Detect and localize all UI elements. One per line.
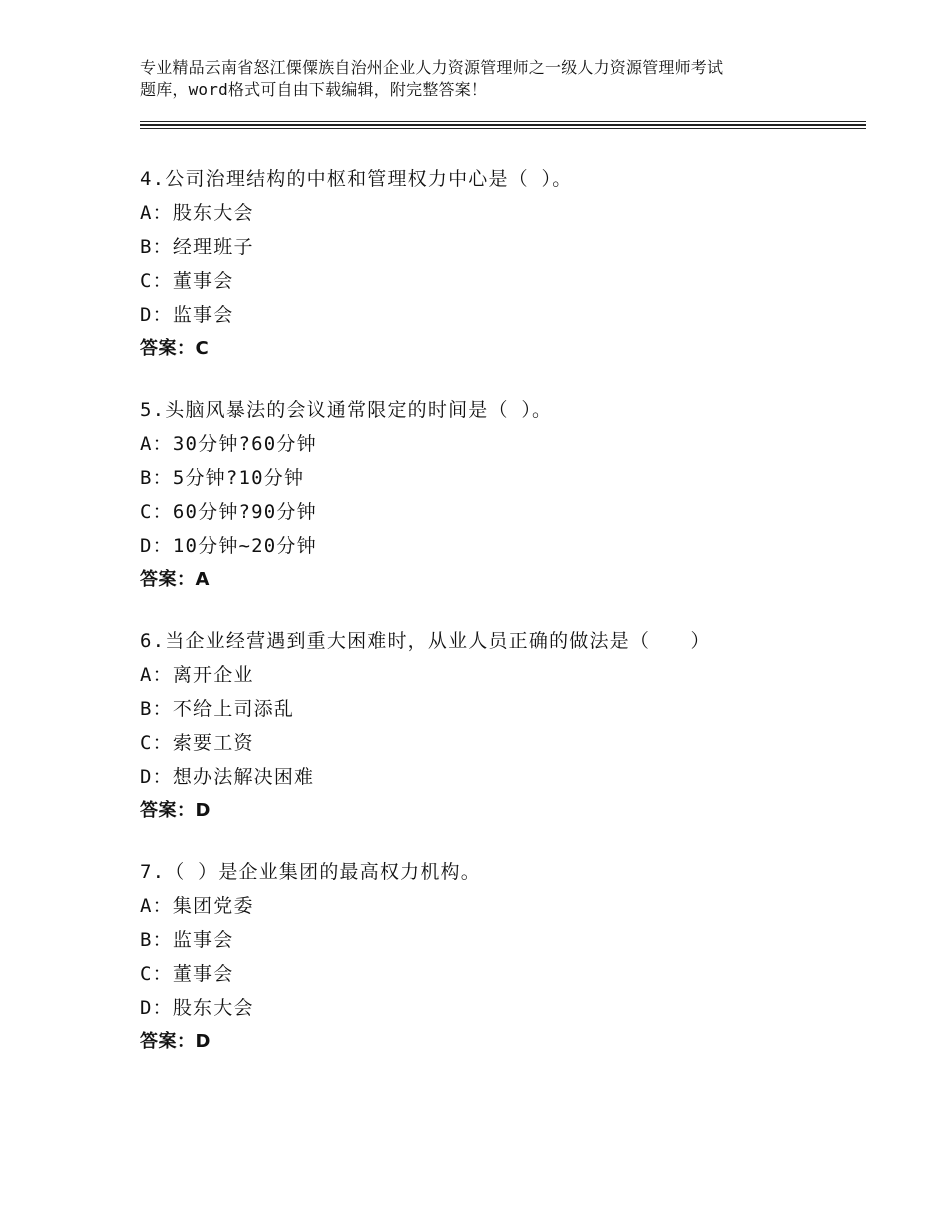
question-list	[140, 162, 860, 1086]
answer-line: 答案：C	[140, 338, 210, 359]
option-b: B：5分钟?10分钟	[140, 467, 305, 489]
answer-line: 答案：A	[140, 569, 210, 590]
question-stem: 6.当企业经营遇到重大困难时，从业人员正确的做法是（ ）	[140, 630, 711, 652]
option-d: D：想办法解决困难	[140, 766, 315, 788]
option-d: D：10分钟~20分钟	[140, 535, 317, 557]
option-b: B：经理班子	[140, 236, 254, 258]
option-b: B：不给上司添乱	[140, 698, 295, 720]
question-5	[140, 393, 860, 597]
header-divider-bottom	[140, 128, 866, 129]
option-d: D：股东大会	[140, 997, 254, 1019]
header-divider-top	[140, 121, 866, 122]
answer-line: 答案：D	[140, 800, 211, 821]
question-6	[140, 624, 860, 828]
question-stem: 7.（ ）是企业集团的最高权力机构。	[140, 861, 481, 883]
option-c: C：索要工资	[140, 732, 254, 754]
option-a: A：离开企业	[140, 664, 254, 686]
option-a: A：集团党委	[140, 895, 254, 917]
question-stem: 5.头脑风暴法的会议通常限定的时间是（ ）。	[140, 399, 553, 421]
option-a: A：股东大会	[140, 202, 254, 224]
option-b: B：监事会	[140, 929, 234, 951]
answer-line: 答案：D	[140, 1031, 211, 1052]
header-line-1: 专业精品云南省怒江傈僳族自治州企业人力资源管理师之一级人力资源管理师考试	[140, 58, 724, 77]
header-line-2: 题库，word格式可自由下载编辑，附完整答案！	[140, 80, 488, 99]
question-stem: 4.公司治理结构的中枢和管理权力中心是（ ）。	[140, 168, 573, 190]
option-d: D：监事会	[140, 304, 234, 326]
option-c: C：董事会	[140, 270, 234, 292]
question-4	[140, 162, 860, 366]
option-c: C：董事会	[140, 963, 234, 985]
header-divider-middle	[140, 124, 866, 126]
option-a: A：30分钟?60分钟	[140, 433, 317, 455]
option-c: C：60分钟?90分钟	[140, 501, 317, 523]
document-header	[140, 57, 830, 101]
question-7	[140, 855, 860, 1059]
